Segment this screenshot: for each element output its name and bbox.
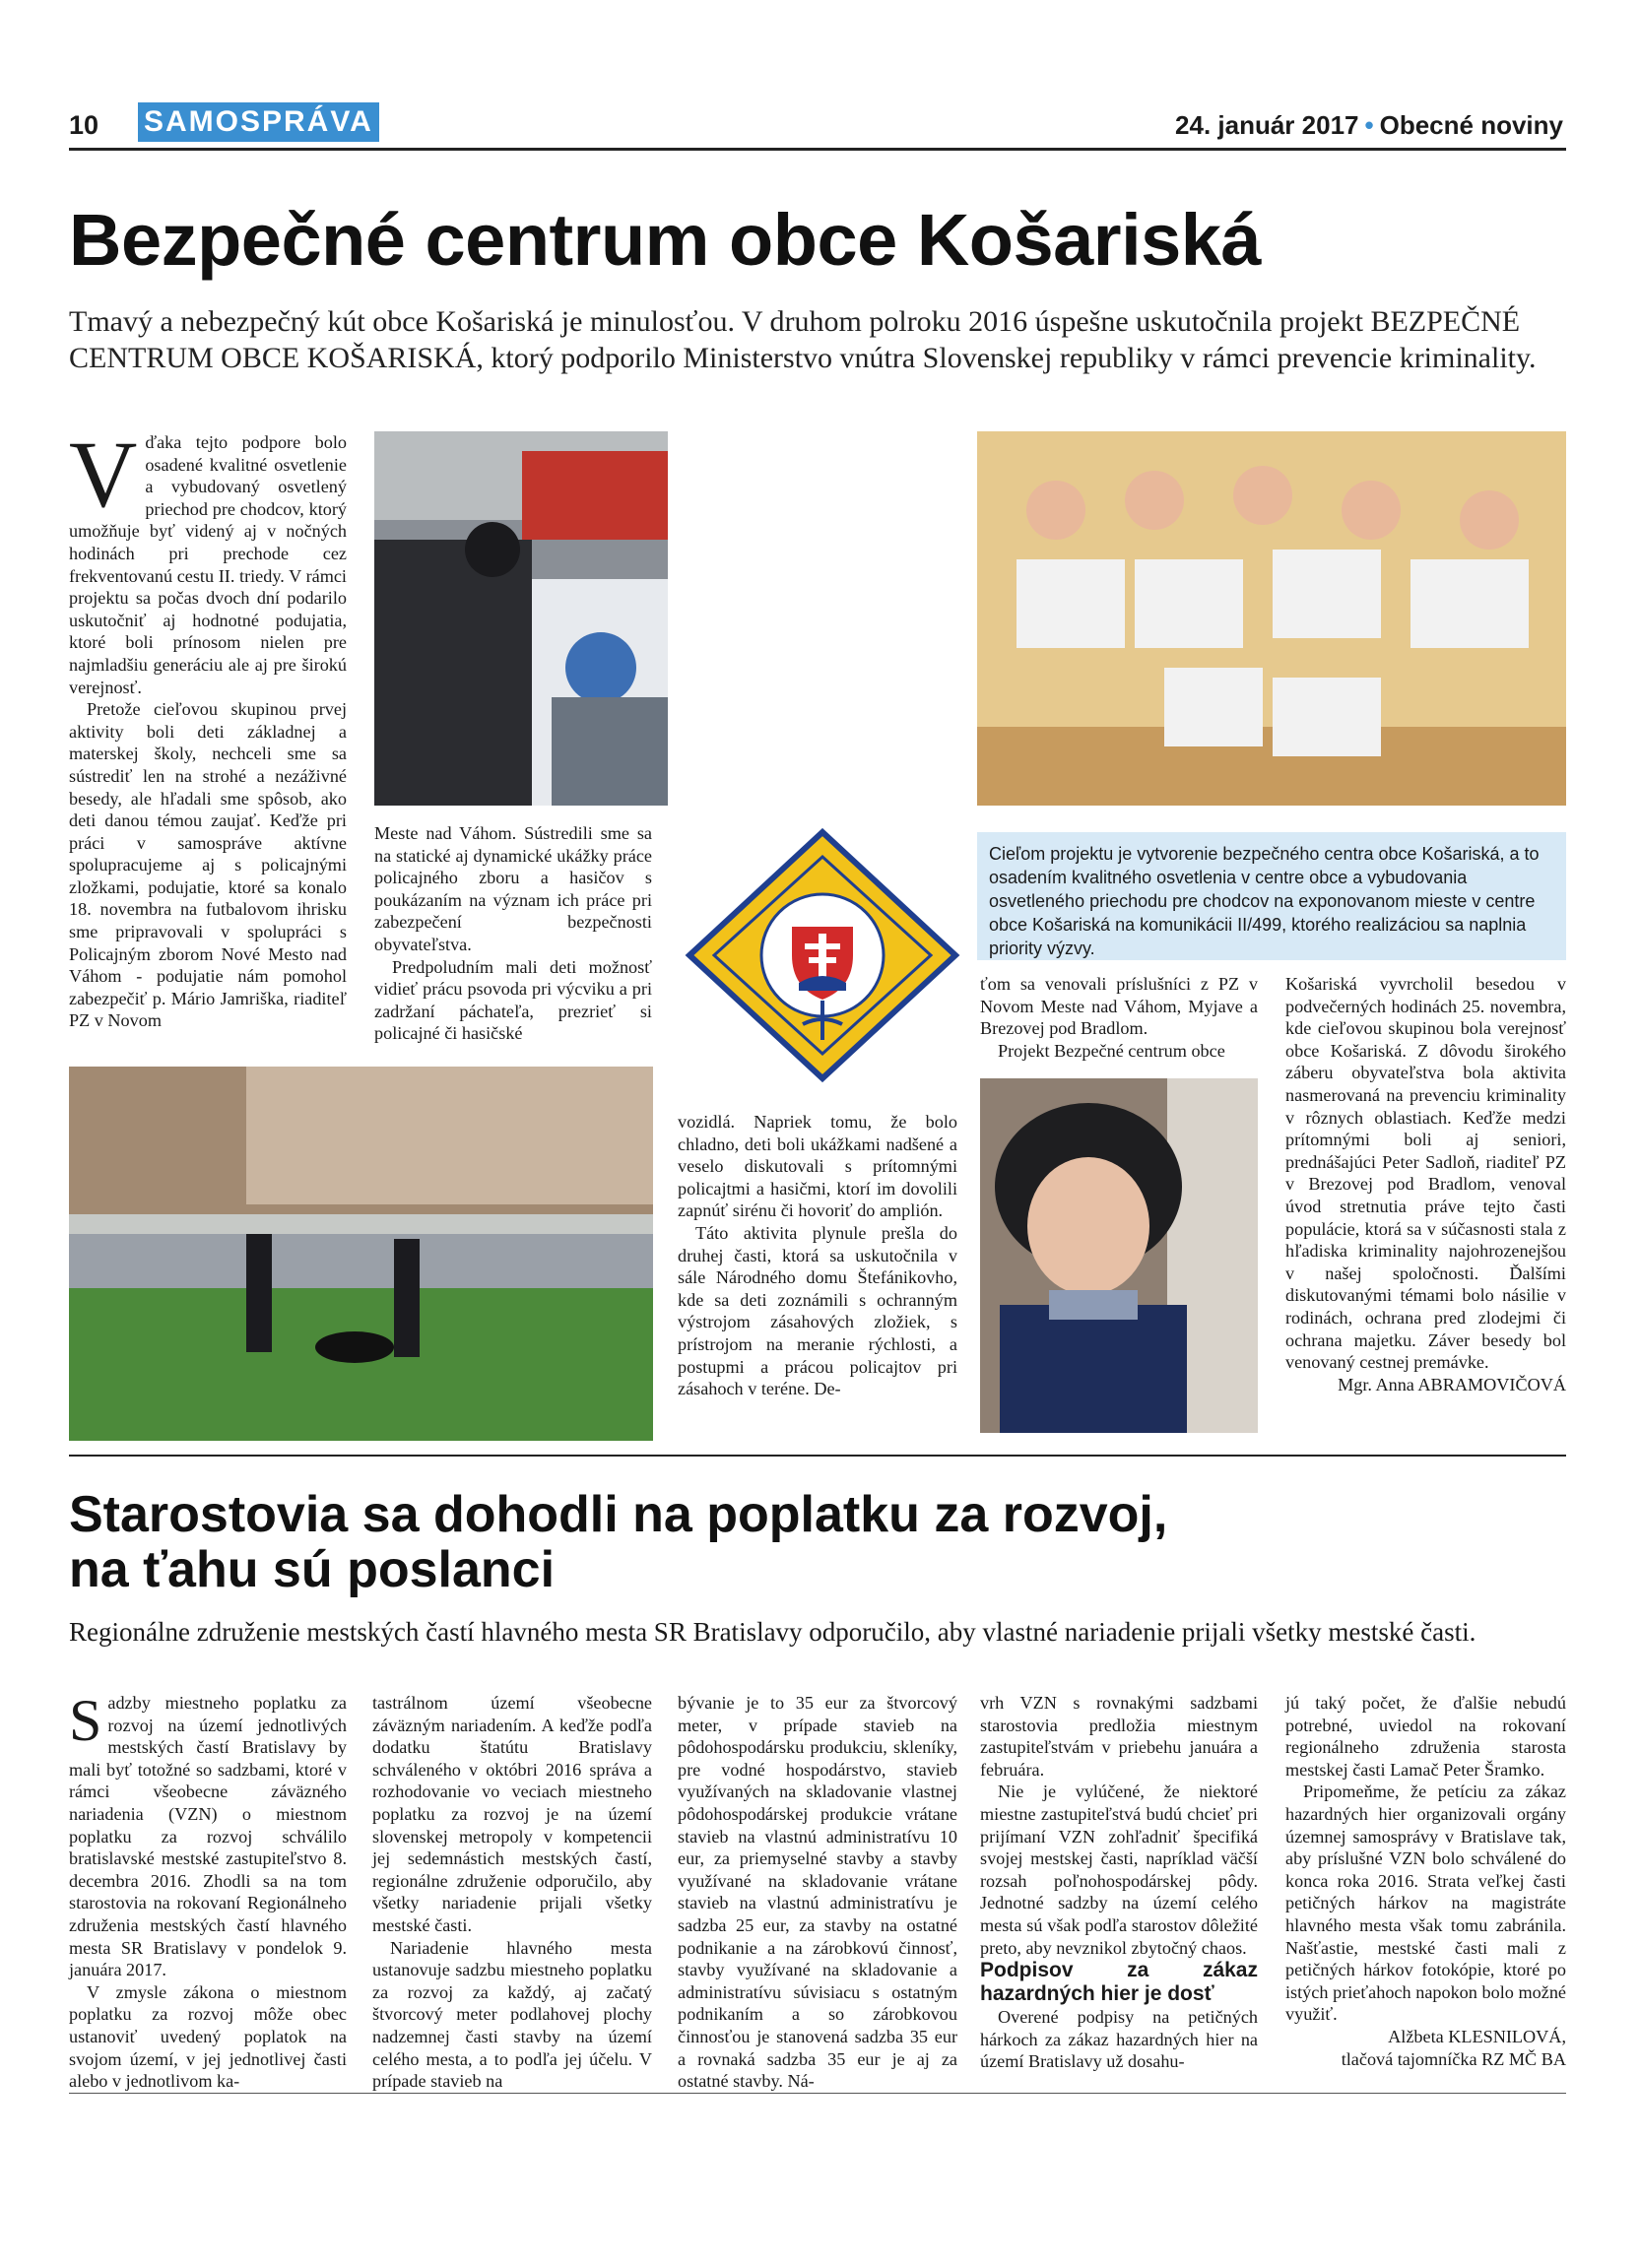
article1-column-2 bbox=[374, 822, 652, 1045]
subheading: Podpisov za zákaz hazardných hier je dosť bbox=[980, 1959, 1258, 2006]
paragraph: Pretože cieľovou skupinou prvej aktivity boli deti základnej a materskej školy, nechceli sme sa sústrediť len na strohé a nezáživné besedy, ale hľadali sme spôsob, ako deti danou témou zaujať. Keďže pri práci v samospráve aktívne spolupracujeme aj s policajnými zložkami, podujatie, ktoré sa konalo 18. novembra na futbalovom ihrisku sme pripravovali v spolupráci s Policajným zborom Nové Mesto nad Váhom - podujatie nám pomohol zabezpečiť p. Mário Jamriška, riaditeľ PZ v Novom bbox=[69, 699, 347, 1031]
publication-name: Obecné noviny bbox=[1379, 110, 1563, 140]
ministry-emblem bbox=[675, 827, 970, 1083]
article2-column-5 bbox=[1285, 1692, 1566, 2070]
photo-boy-helmet bbox=[980, 1078, 1258, 1433]
article1-column-4 bbox=[980, 973, 1258, 1062]
paragraph: bývanie je to 35 eur za štvorcový meter, v prípade stavieb na pôdohospodársku produkciu, skleníky, pre vodné hospodárstvo, stavieb využívaných na skladovanie vlastnej pôdohospodárskej produkcie vrátane stavieb na vlastnú administratívu 10 eur, za priemyselné stavby a stavby využívané na skladovanie vrátane stavieb na vlastnú administratívu je sadzba 25 eur, za stavby na ostatné podnikanie a na zárobkovú činnosť, stavby využívané na skladovanie a administratívu súvisiacu s ostatným podnikaním a so zárobkovou činnosťou je stanovená sadzba 35 eur a rovnaká sadzba 35 eur je aj za ostatné stavby. Ná- bbox=[678, 1693, 957, 2092]
issue-date: 24. január 2017 bbox=[1175, 110, 1359, 140]
paragraph: ťom sa venovali príslušníci z PZ v Novom Meste nad Váhom, Myjave a Brezovej pod Bradlom. bbox=[980, 974, 1258, 1039]
paragraph: Meste nad Váhom. Sústredili sme sa na statické aj dynamické ukážky práce policajného zboru a hasičov s poukázaním na význam ich práce pri zabezpečení bezpečnosti obyvateľstva. bbox=[374, 823, 652, 954]
paragraph: Táto aktivita plynule prešla do druhej časti, ktorá sa uskutočnila v sále Národného domu Štefánikovho, kde sa deti zoznámili s ochranným výstrojom zásahových zložiek, s prístrojom na meranie rýchlosti, a postupmi a prácou policajtov pri zásahoch v teréne. De- bbox=[678, 1222, 957, 1399]
paragraph: Overené podpisy na petičných hárkoch za zákaz hazardných hier na území Bratislavy už dosahu- bbox=[980, 2007, 1258, 2072]
article1-column-3 bbox=[678, 1111, 957, 1400]
paragraph: Košariská vyvrcholil besedou v podvečerných hodinách 25. novembra, kde cieľovou skupinou bola verejnosť obce Košariská. Z dôvodu širokého záberu obyvateľstva bola aktivita nasmerovaná na prevenciu kriminality v rôznych oblastiach. Keďže medzi prítomnými boli aj seniori, prednášajúci Peter Sadloň, riaditeľ PZ v Brezovej pod Bradlom, venoval úvod stretnutia práve tejto časti populácie, ktorá sa v súčasnosti stala z hľadiska kriminality najohrozenejšou v našej spoločnosti. Ďalšími diskutovanými témami bolo násilie v rodinách, ochrana pred zlodejmi či ochrana majetku. Záver besedy bol venovaný cestnej premávke. bbox=[1285, 974, 1566, 1373]
section-label: SAMOSPRÁVA bbox=[138, 102, 379, 142]
article1-column-5 bbox=[1285, 973, 1566, 1395]
article2-column-3 bbox=[678, 1692, 957, 2093]
byline-role: tlačová tajomníčka RZ MČ BA bbox=[1341, 2048, 1566, 2069]
article2-column-2 bbox=[372, 1692, 652, 2093]
photo-children-drawings bbox=[977, 431, 1566, 806]
paragraph: tastrálnom území všeobecne záväzným nariadením. A keďže podľa dodatku štatútu Bratislavy schváleného v októbri 2016 správa a rozhodovanie vo veciach miestneho poplatku za rozvoj je na území slovenskej metropoly v kompetencii jej sedemnástich mestských častí, regionálne združenie odporučilo, aby všetky nariadenie prijali všetky mestské časti. bbox=[372, 1693, 652, 1935]
bottom-rule bbox=[69, 2093, 1566, 2094]
header-rule bbox=[69, 148, 1566, 151]
article1-title: Bezpečné centrum obce Košariská bbox=[69, 199, 1262, 281]
paragraph: V zmysle zákona o miestnom poplatku za rozvoj môže obec ustanoviť uvedený poplatok na svojom území, v jej jednotlivej časti alebo v jednotlivom ka- bbox=[69, 1981, 347, 2092]
paragraph: ďaka tejto podpore bolo osadené kvalitné osvetlenie a vybudovaný osvetlený priechod pre chodcov, ktorý umožňuje byť videný aj v nočných hodinách pri prechode cez frekventovanú cestu II. triedy. V rámci projektu sa počas dvoch dní podarilo uskutočniť aj hodnotné podujatia, ktoré boli prínosom nielen pre najmladšiu generáciu ale aj pre širokú verejnosť. bbox=[69, 432, 347, 697]
paragraph: adzby miestneho poplatku za rozvoj na území jednotlivých mestských častí Bratislavy by mali byť totožné so sadzbami, ktoré v rámci všeobecne záväzného nariadenia (VZN) o miestnom poplatku za rozvoj schválilo bratislavské mestské zastupiteľstvo 8. decembra 2016. Zhodli sa na tom starostovia na rokovaní Regionálneho združenia mestských častí hlavného mesta SR Bratislavy v pondelok 9. januára 2017. bbox=[69, 1693, 347, 1980]
page-number: 10 bbox=[69, 110, 99, 140]
paragraph: Nariadenie hlavného mesta ustanovuje sadzbu miestneho poplatku za rozvoj za každý, aj začatý štvorcový meter podlahovej plochy nadzemnej časti stavby na území celého mesta, a to podľa jej účelu. V prípade stavieb na bbox=[372, 1937, 652, 2092]
article2-title-line1: Starostovia sa dohodli na poplatku za rozvoj, bbox=[69, 1486, 1168, 1543]
article2-column-1 bbox=[69, 1688, 347, 2093]
photo-dog-training bbox=[69, 1067, 653, 1441]
byline-author: Alžbeta KLESNILOVÁ, bbox=[1388, 2026, 1566, 2046]
article1-lead: Tmavý a nebezpečný kút obce Košariská je minulosťou. V druhom polroku 2016 úspešne uskutočnila projekt BEZPEČNÉ CENTRUM OBCE KOŠARISKÁ, ktorý podporilo Ministerstvo vnútra Slovenskej republiky v rámci prevencie kriminality. bbox=[69, 305, 1537, 374]
dropcap: S bbox=[69, 1688, 102, 1753]
paragraph: Nie je vylúčené, že niektoré miestne zastupiteľstvá budú chcieť pri prijímaní VZN zohľadniť špecifiká svojej mestskej časti, napríklad väčší rozsah poľnohospodárskej pôdy. Jednotné sadzby na území celého mesta sú však podľa starostov dôležité preto, aby nevznikol zbytočný chaos. bbox=[980, 1782, 1258, 1958]
header-separator: • bbox=[1364, 110, 1374, 140]
paragraph: Pripomeňme, že petíciu za zákaz hazardných hier organizovali orgány územnej samosprávy v Bratislave tak, aby príslušné VZN bolo schválené do konca roka 2016. Strata veľkej časti petičných hárkov na magistráte hlavného mesta však tomu zabránila. Našťastie, mestské časti mali z petičných hárkov fotokópie, ktoré po istých prieťahoch napokon bolo možné využiť. bbox=[1285, 1782, 1566, 2025]
article-divider bbox=[69, 1455, 1566, 1457]
photo-police-car bbox=[374, 431, 668, 806]
article2-lead: Regionálne združenie mestských častí hlavného mesta SR Bratislavy odporučilo, aby vlastné nariadenie prijali všetky mestské časti. bbox=[69, 1617, 1476, 1647]
paragraph: vozidlá. Napriek tomu, že bolo chladno, deti boli ukážkami nadšené a veselo diskutovali s prítomnými policajtmi a hasičmi, ktorí im dovolili zapnúť sirénu či hovoriť do amplión. bbox=[678, 1112, 957, 1221]
article2-title-line2: na ťahu sú poslanci bbox=[69, 1541, 556, 1598]
paragraph: jú taký počet, že ďalšie nebudú potrebné, uviedol na rokovaní regionálneho združenia starosta mestskej časti Lamač Peter Šramko. bbox=[1285, 1693, 1566, 1780]
paragraph: Projekt Bezpečné centrum obce bbox=[998, 1040, 1225, 1061]
article2-column-4 bbox=[980, 1692, 1258, 2073]
photo-caption: Cieľom projektu je vytvorenie bezpečného centra obce Košariská, a to osadením kvalitného osvetlenia v centre obce a vybudovania osvetleného priechodu pre chodcov na exponovanom mieste v centre obce Košariská na komunikácii II/499, ktorého realizáciou sa naplnia priority výzvy. bbox=[977, 832, 1566, 960]
article1-column-1 bbox=[69, 421, 347, 1032]
header-info bbox=[1175, 110, 1563, 141]
byline: Mgr. Anna ABRAMOVIČOVÁ bbox=[1338, 1374, 1566, 1394]
paragraph: Predpoludním mali deti možnosť vidieť prácu psovoda pri výcviku a pri zadržaní páchateľa, prezrieť si policajné či hasičské bbox=[374, 956, 652, 1044]
dropcap: V bbox=[69, 421, 138, 527]
paragraph: vrh VZN s rovnakými sadzbami starostovia predložia miestnym zastupiteľstvám v priebehu januára a februára. bbox=[980, 1693, 1258, 1780]
article2-title bbox=[69, 1487, 1566, 1597]
